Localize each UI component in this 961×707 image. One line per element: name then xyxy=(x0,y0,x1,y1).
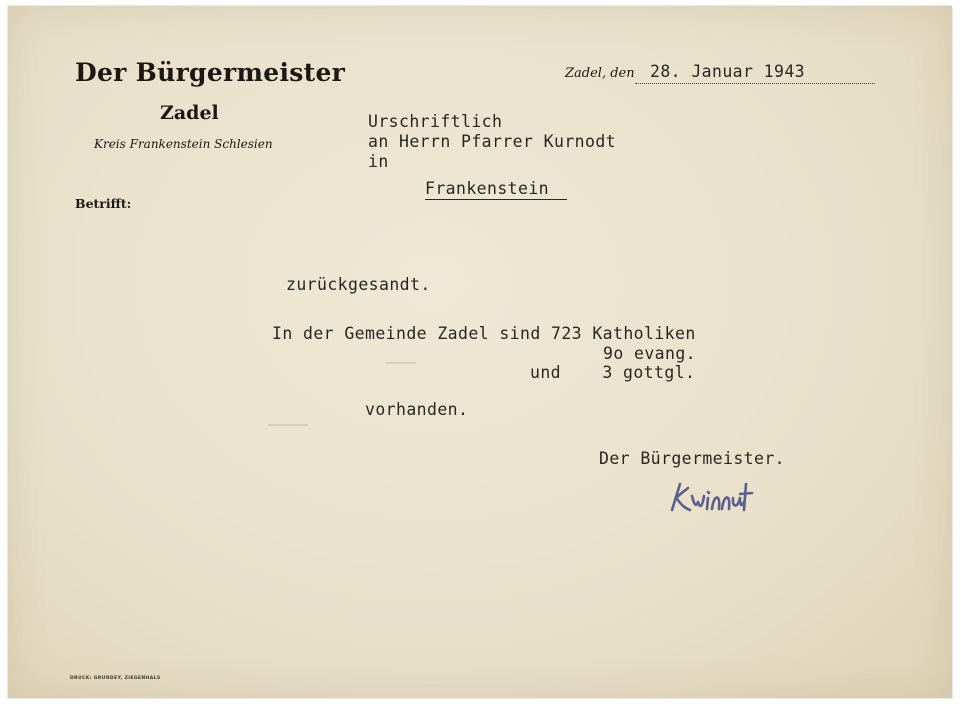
body-line: und 3 gottgl. xyxy=(530,363,696,382)
signature-image xyxy=(666,478,756,518)
printer-imprint: DRUCK: GRUNDEY, ZIEGENHALS xyxy=(70,676,161,681)
letterhead-town: Zadel xyxy=(160,102,219,124)
letter-sheet xyxy=(8,6,952,698)
place-date-label: Zadel, den xyxy=(565,66,635,81)
address-line: in xyxy=(368,152,389,171)
date-dotted-line xyxy=(635,83,875,84)
body-line: vorhanden. xyxy=(365,400,469,419)
body-line: 9o evang. xyxy=(603,344,697,363)
letterhead-title: Der Bürgermeister xyxy=(75,58,346,87)
address-line: an Herrn Pfarrer Kurnodt xyxy=(368,132,617,151)
paper-smudge xyxy=(268,424,308,426)
letter-date: 28. Januar 1943 xyxy=(650,62,806,81)
letterhead-district: Kreis Frankenstein Schlesien xyxy=(94,137,273,151)
address-city: Frankenstein xyxy=(425,179,550,198)
address-line: Urschriftlich xyxy=(368,112,503,131)
body-line: zurückgesandt. xyxy=(286,275,431,294)
closing-line: Der Bürgermeister. xyxy=(599,449,786,468)
body-line: In der Gemeinde Zadel sind 723 Katholiken xyxy=(272,324,696,343)
paper-smudge xyxy=(386,362,416,364)
subject-label: Betrifft: xyxy=(75,196,132,211)
city-underline xyxy=(425,199,567,200)
